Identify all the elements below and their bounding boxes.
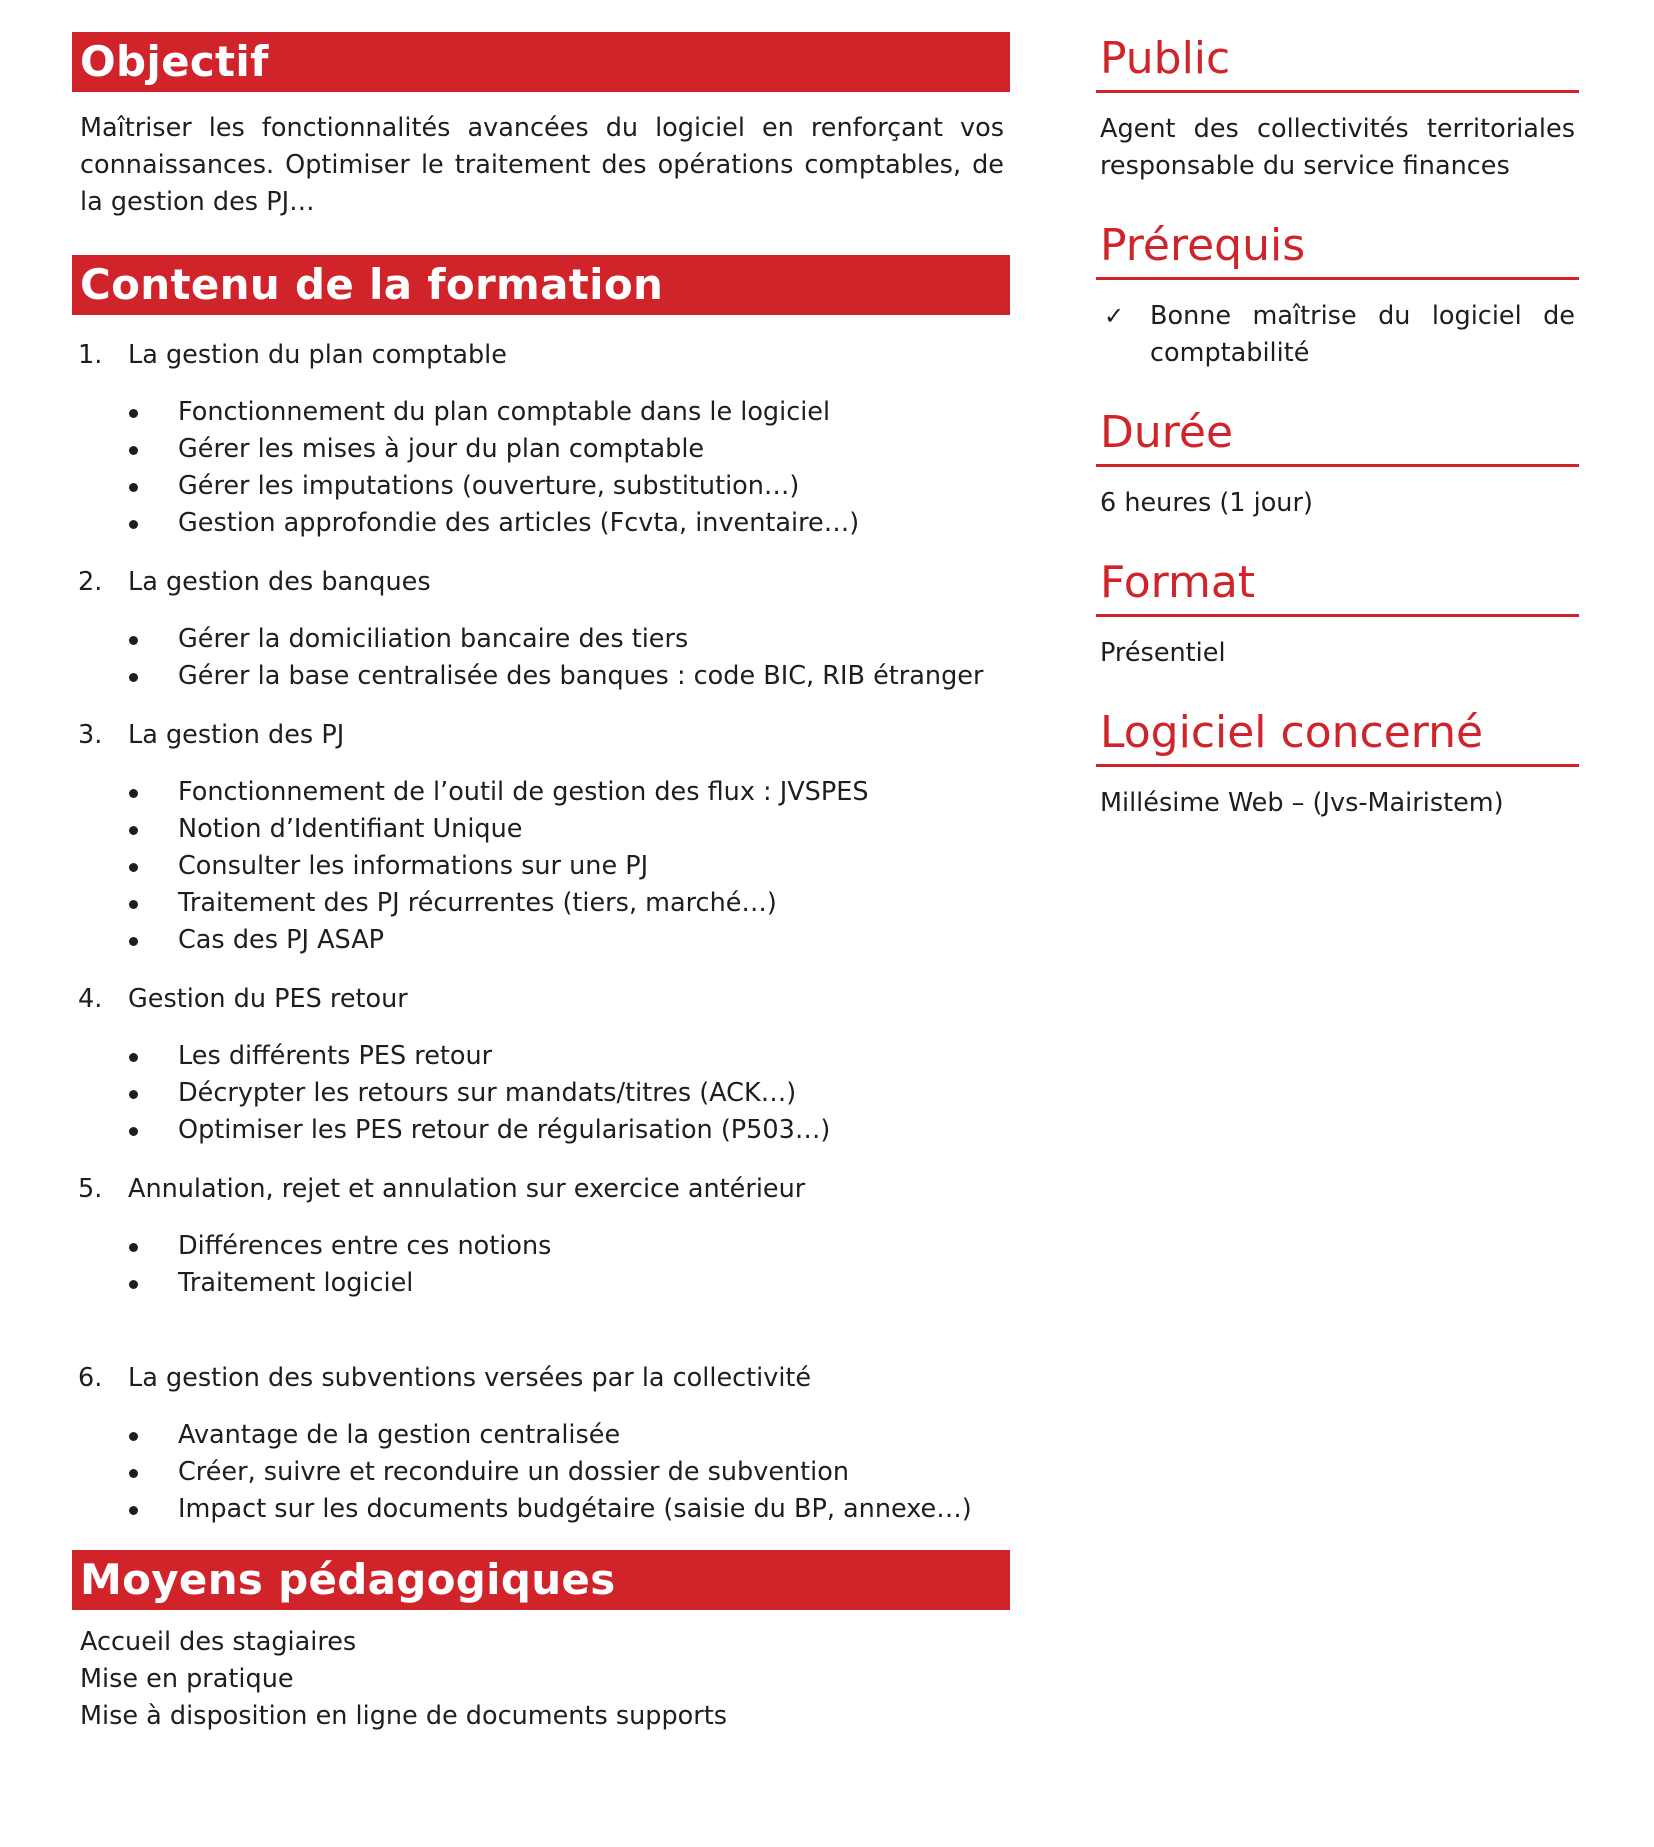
section-title [72, 564, 1010, 601]
bullet-text: Optimiser les PES retour de régularisation (P503…) [178, 1115, 831, 1145]
bullet-list [72, 394, 1010, 542]
bullet-item [72, 1075, 1010, 1112]
section-label: La gestion du plan comptable [128, 340, 507, 370]
section-item [72, 1360, 1010, 1528]
left-column [72, 32, 1010, 1735]
bullet-text: Fonctionnement de l’outil de gestion des flux : JVSPES [178, 777, 869, 807]
prerequis-heading: Prérequis [1096, 219, 1579, 280]
logiciel-heading: Logiciel concerné [1096, 706, 1579, 767]
bullet-text: Traitement des PJ récurrentes (tiers, marché…) [178, 888, 777, 918]
moyens-line: Mise en pratique [80, 1664, 294, 1694]
contenu-heading: Contenu de la formation [72, 255, 1010, 315]
bullet-text: Cas des PJ ASAP [178, 925, 385, 955]
bullet-item [72, 468, 1010, 505]
section-label: Gestion du PES retour [128, 984, 408, 1014]
moyens-line: Accueil des stagiaires [80, 1627, 357, 1657]
bullet-text: Notion d’Identifiant Unique [178, 814, 523, 844]
bullet-item [72, 1265, 1010, 1302]
bullet-dot-icon [129, 446, 138, 455]
bullet-item [72, 1112, 1010, 1149]
bullet-text: Avantage de la gestion centralisée [178, 1420, 621, 1450]
format-block [1096, 556, 1579, 672]
bullet-text: Gérer la domiciliation bancaire des tiers [178, 624, 689, 654]
section-item [72, 337, 1010, 542]
public-block [1096, 32, 1579, 185]
section-item [72, 717, 1010, 959]
section-title [72, 717, 1010, 754]
bullet-item [72, 394, 1010, 431]
bullet-dot-icon [129, 483, 138, 492]
bullet-dot-icon [129, 673, 138, 682]
bullet-dot-icon [129, 1243, 138, 1252]
public-text: Agent des collectivités territoriales responsable du service finances [1100, 114, 1575, 181]
bullet-text: Fonctionnement du plan comptable dans le logiciel [178, 397, 831, 427]
duree-text: 6 heures (1 jour) [1100, 488, 1313, 518]
bullet-item [72, 431, 1010, 468]
bullet-dot-icon [129, 863, 138, 872]
duree-block [1096, 406, 1579, 522]
format-text: Présentiel [1100, 638, 1226, 668]
bullet-dot-icon [129, 1506, 138, 1515]
bullet-item [72, 1038, 1010, 1075]
bullet-list [72, 1228, 1010, 1302]
prerequis-item [1100, 298, 1575, 372]
section-title [72, 981, 1010, 1018]
checkmark-icon: ✓ [1104, 302, 1125, 330]
bullet-dot-icon [129, 826, 138, 835]
section-label: Annulation, rejet et annulation sur exercice antérieur [128, 1174, 806, 1204]
logiciel-block [1096, 706, 1579, 822]
bullet-dot-icon [129, 409, 138, 418]
moyens-list [80, 1624, 1010, 1735]
section-label: La gestion des banques [128, 567, 431, 597]
bullet-text: Différences entre ces notions [178, 1231, 552, 1261]
section-title [72, 337, 1010, 374]
section-number: 3. [78, 720, 103, 750]
section-title [72, 1360, 1010, 1397]
bullet-text: Gérer les imputations (ouverture, substitution…) [178, 471, 800, 501]
right-column [1096, 32, 1579, 856]
section-number: 6. [78, 1363, 103, 1393]
bullet-item [72, 774, 1010, 811]
bullet-dot-icon [129, 636, 138, 645]
duree-heading: Durée [1096, 406, 1579, 467]
bullet-item [72, 1417, 1010, 1454]
moyens-heading: Moyens pédagogiques [72, 1550, 1010, 1610]
bullet-dot-icon [129, 1127, 138, 1136]
bullet-dot-icon [129, 1090, 138, 1099]
bullet-dot-icon [129, 937, 138, 946]
objectif-heading: Objectif [72, 32, 1010, 92]
section-number: 2. [78, 567, 103, 597]
section-item [72, 1171, 1010, 1302]
section-label: La gestion des subventions versées par la collectivité [128, 1363, 812, 1393]
bullet-item [72, 658, 1010, 695]
bullet-text: Gérer les mises à jour du plan comptable [178, 434, 705, 464]
bullet-item [72, 621, 1010, 658]
bullet-item [72, 885, 1010, 922]
bullet-text: Gérer la base centralisée des banques : code BIC, RIB étranger [178, 661, 984, 691]
bullet-list [72, 1417, 1010, 1528]
bullet-dot-icon [129, 1280, 138, 1289]
bullet-dot-icon [129, 1053, 138, 1062]
bullet-text: Consulter les informations sur une PJ [178, 851, 649, 881]
bullet-dot-icon [129, 1469, 138, 1478]
bullet-list [72, 1038, 1010, 1149]
bullet-text: Décrypter les retours sur mandats/titres (ACK…) [178, 1078, 797, 1108]
bullet-text: Créer, suivre et reconduire un dossier de subvention [178, 1457, 850, 1487]
bullet-dot-icon [129, 1432, 138, 1441]
section-label: La gestion des PJ [128, 720, 345, 750]
prerequis-text: Bonne maîtrise du logiciel de comptabilité [1150, 301, 1575, 368]
bullet-dot-icon [129, 520, 138, 529]
objectif-text: Maîtriser les fonctionnalités avancées du logiciel en renforçant vos connaissances. Optimiser le traitement des opérations comptables, de la gestion des PJ… [80, 113, 1004, 217]
bullet-dot-icon [129, 789, 138, 798]
bullet-item [72, 1454, 1010, 1491]
logiciel-text: Millésime Web – (Jvs-Mairistem) [1100, 788, 1504, 818]
section-title [72, 1171, 1010, 1208]
bullet-text: Les différents PES retour [178, 1041, 493, 1071]
bullet-dot-icon [129, 900, 138, 909]
prerequis-block [1096, 219, 1579, 372]
bullet-text: Impact sur les documents budgétaire (saisie du BP, annexe…) [178, 1494, 972, 1524]
public-heading: Public [1096, 32, 1579, 93]
bullet-list [72, 621, 1010, 695]
bullet-item [72, 922, 1010, 959]
format-heading: Format [1096, 556, 1579, 617]
bullet-item [72, 848, 1010, 885]
bullet-item [72, 505, 1010, 542]
contenu-section-list [72, 337, 1010, 1528]
bullet-list [72, 774, 1010, 959]
bullet-text: Gestion approfondie des articles (Fcvta, inventaire…) [178, 508, 860, 538]
section-spacer [72, 1324, 1010, 1360]
moyens-line: Mise à disposition en ligne de documents supports [80, 1701, 728, 1731]
section-item [72, 981, 1010, 1149]
bullet-item [72, 1491, 1010, 1528]
section-number: 4. [78, 984, 103, 1014]
bullet-item [72, 1228, 1010, 1265]
section-number: 1. [78, 340, 103, 370]
bullet-text: Traitement logiciel [178, 1268, 414, 1298]
section-number: 5. [78, 1174, 103, 1204]
bullet-item [72, 811, 1010, 848]
section-item [72, 564, 1010, 695]
